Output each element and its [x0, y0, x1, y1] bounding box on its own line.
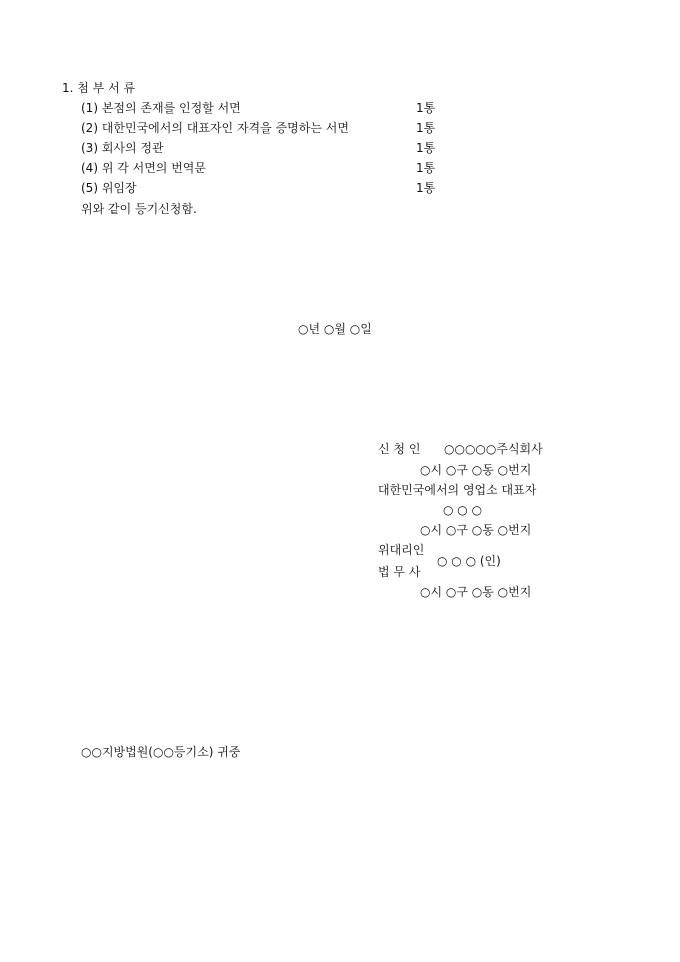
agent-name: ○ ○ ○ (인)	[437, 554, 501, 568]
representative-address: ○시 ○구 ○동 ○번지	[420, 523, 532, 537]
attachment-item-qty: 1통	[416, 181, 436, 195]
attachment-item-label: (1) 본점의 존재를 인정할 서면	[81, 101, 241, 115]
attachment-item-qty: 1통	[416, 101, 436, 115]
attachment-item-qty: 1통	[416, 141, 436, 155]
applicant-name: ○○○○○주식회사	[444, 442, 543, 456]
representative-name: ○ ○ ○	[443, 503, 483, 517]
attachment-item-qty: 1통	[416, 121, 436, 135]
attachment-item-label: (4) 위 각 서면의 번역문	[81, 161, 206, 175]
attachment-item-label: (3) 회사의 정관	[81, 141, 164, 155]
applicant-label: 신 청 인	[378, 442, 421, 456]
application-date: ○년 ○월 ○일	[298, 322, 372, 336]
attachment-item-label: (5) 위임장	[81, 181, 137, 195]
attachment-item-qty: 1통	[416, 161, 436, 175]
representative-label: 대한민국에서의 영업소 대표자	[378, 483, 537, 497]
attachments-heading: 1. 첨 부 서 류	[62, 81, 136, 95]
court-addressee: ○○지방법원(○○등기소) 귀중	[81, 745, 241, 759]
applicant-address: ○시 ○구 ○동 ○번지	[420, 463, 532, 477]
attachment-item-label: (2) 대한민국에서의 대표자인 자격을 증명하는 서면	[81, 121, 349, 135]
agent-label: 위대리인	[378, 543, 425, 557]
closing-statement: 위와 같이 등기신청함.	[81, 202, 197, 216]
agent-address: ○시 ○구 ○동 ○번지	[420, 585, 532, 599]
agent-title: 법 무 사	[378, 565, 421, 579]
